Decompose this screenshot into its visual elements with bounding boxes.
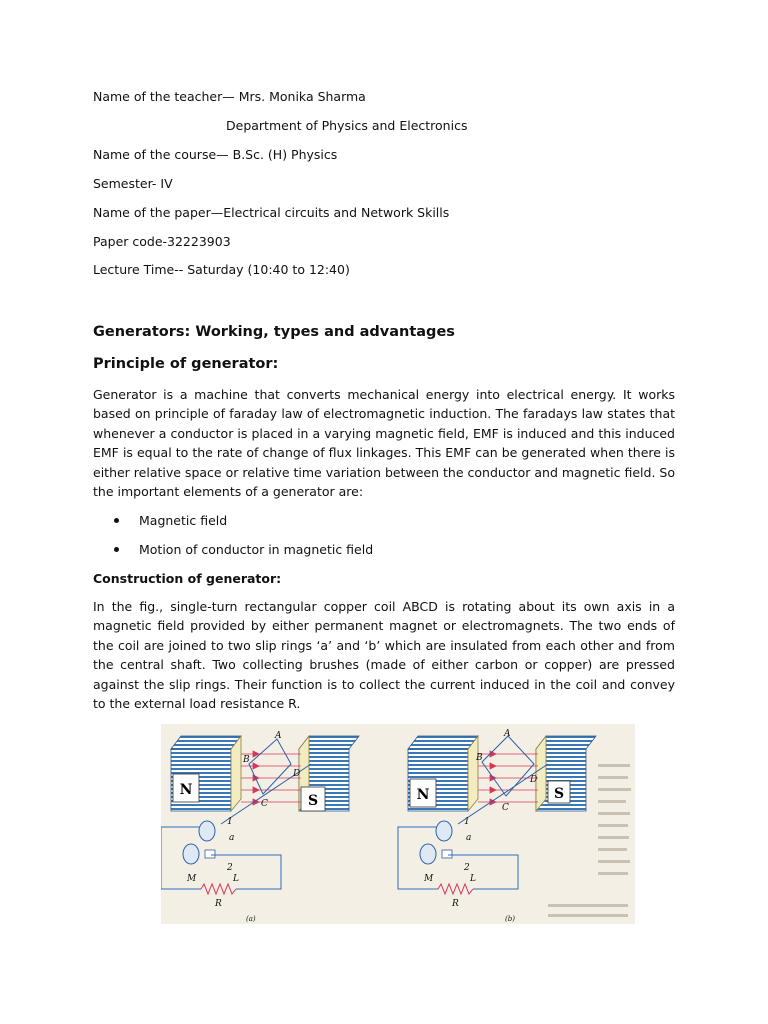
panel-a-caption: (a)	[246, 915, 256, 923]
pole-n-label: N	[416, 787, 430, 803]
brush-1-label: 1	[227, 817, 233, 827]
document-title: Generators: Working, types and advantages	[93, 324, 455, 340]
course-name: Name of the course— B.Sc. (H) Physics	[93, 147, 338, 162]
panel-b-caption: (b)	[505, 915, 515, 923]
construction-heading: Construction of generator:	[93, 571, 282, 586]
brush-2-label: 2	[464, 863, 470, 873]
bullet-dot-icon	[114, 547, 119, 552]
pole-s-label: S	[553, 786, 565, 802]
label-r: R	[452, 899, 459, 909]
panel-a	[161, 731, 359, 923]
coil-corner-a: A	[504, 729, 511, 739]
field-lines	[241, 751, 301, 805]
external-circuit	[161, 827, 281, 889]
semester: Semester- IV	[93, 176, 173, 191]
load-resistor	[201, 884, 236, 894]
bullet-text: Magnetic field	[139, 513, 228, 528]
pole-n-label: N	[179, 782, 193, 798]
pole-s-label: S	[307, 793, 319, 809]
paper-code: Paper code-32223903	[93, 234, 231, 249]
label-m: M	[187, 874, 197, 884]
principle-heading: Principle of generator:	[93, 356, 279, 372]
construction-paragraph: In the fig., single-turn rectangular copper coil ABCD is rotating about its own axis in a magnetic field provided by either permanent magnet or electromagnets. The two ends of the coil are joined to two slip rings ‘a’ and ‘b’ which are insulated from each other and from the central shaft. Two collecting brushes (made of either carbon or copper) are pressed against the slip rings. Their function is to collect the current induced in the coil and convey to the external load resistance R.	[93, 599, 675, 712]
slip-ring-a-label: a	[466, 833, 472, 843]
coil-corner-d: D	[293, 769, 301, 779]
north-magnet	[171, 736, 241, 811]
coil-corner-b: B	[476, 753, 483, 763]
teacher-name: Name of the teacher— Mrs. Monika Sharma	[93, 89, 366, 104]
generator-diagram	[161, 724, 635, 924]
principle-paragraph: Generator is a machine that converts mechanical energy into electrical energy. It works based on principle of faraday law of electromagnetic induction. The faradays law states that whenever a conductor is placed in a varying magnetic field, EMF is induced and this induced EMF is equal to the rate of change of flux linkages. This EMF can be generated when there is either relative space or relative time variation between the conductor and magnetic field. So the important elements of a generator are:	[93, 387, 675, 500]
external-circuit	[398, 827, 518, 889]
paper-name: Name of the paper—Electrical circuits and Network Skills	[93, 205, 450, 220]
south-magnet	[299, 736, 359, 811]
department-name: Department of Physics and Electronics	[226, 118, 468, 133]
brush-2-label: 2	[227, 863, 233, 873]
coil-corner-c: C	[502, 803, 509, 813]
south-magnet	[536, 736, 596, 811]
label-l: L	[470, 874, 476, 884]
bullet-text: Motion of conductor in magnetic field	[139, 542, 374, 557]
label-m: M	[424, 874, 434, 884]
brush-1-label: 1	[464, 817, 470, 827]
load-resistor	[438, 884, 473, 894]
coil-corner-a: A	[275, 731, 282, 741]
label-r: R	[215, 899, 222, 909]
bullet-item	[114, 513, 227, 529]
coil-corner-c: C	[261, 799, 268, 809]
coil-corner-d: D	[530, 775, 538, 785]
bullet-item	[114, 542, 373, 558]
north-magnet	[408, 736, 478, 811]
slip-ring-a-label: a	[229, 833, 235, 843]
generator-figure	[161, 724, 635, 924]
coil-corner-b: B	[243, 755, 250, 765]
label-l: L	[233, 874, 239, 884]
panel-b	[398, 729, 631, 923]
bullet-dot-icon	[114, 518, 119, 523]
lecture-time: Lecture Time-- Saturday (10:40 to 12:40)	[93, 262, 350, 277]
